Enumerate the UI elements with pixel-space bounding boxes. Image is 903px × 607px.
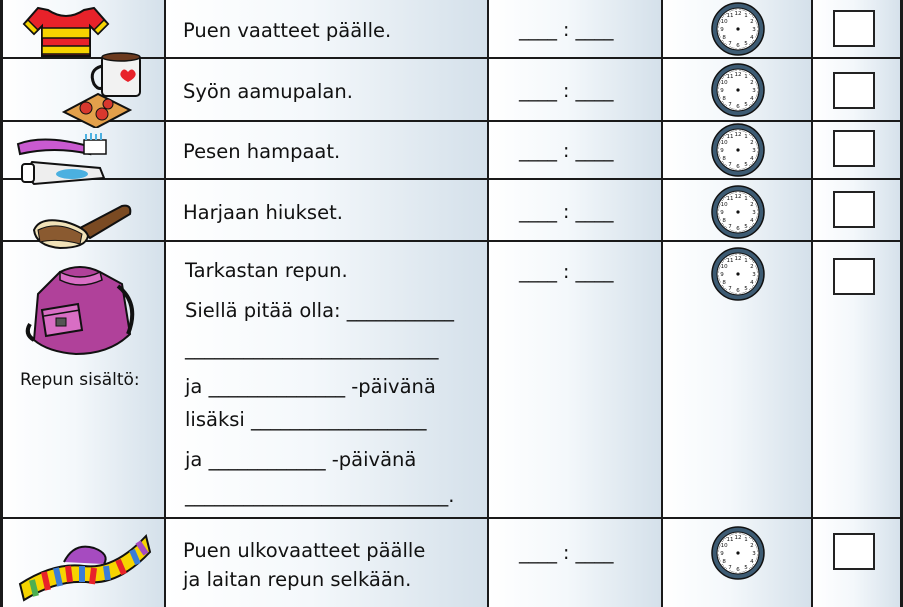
clock-number: 2 xyxy=(750,80,754,86)
clock-icon xyxy=(710,62,766,118)
clock-number: 4 xyxy=(750,35,754,41)
clock-number: 7 xyxy=(728,161,732,168)
task-text: Puen vaatteet päälle. xyxy=(183,19,392,42)
time-field[interactable]: ____ : ____ xyxy=(519,140,614,162)
time-field[interactable]: ____ : ____ xyxy=(519,542,614,564)
clock-number: 10 xyxy=(720,543,728,549)
time-field[interactable]: ____ : ____ xyxy=(519,19,614,41)
clock-icon xyxy=(710,122,766,178)
clock-number: 7 xyxy=(728,101,732,108)
clock-number: 2 xyxy=(750,264,754,270)
clock-number: 9 xyxy=(720,210,724,216)
clock-number: 4 xyxy=(750,280,754,286)
row-divider xyxy=(0,178,903,180)
time-field[interactable]: ____ : ____ xyxy=(519,201,614,223)
divider xyxy=(164,0,166,607)
done-checkbox[interactable] xyxy=(833,258,875,295)
task-text: Harjaan hiukset. xyxy=(183,201,343,224)
clock-number: 10 xyxy=(720,140,728,146)
clock-number: 7 xyxy=(728,564,732,571)
clock-number: 5 xyxy=(744,101,748,108)
task-text: Pesen hampaat. xyxy=(183,140,341,163)
clock-number: 4 xyxy=(750,96,754,102)
fill-line: __________________________ xyxy=(185,337,439,360)
clock-number: 8 xyxy=(722,559,726,565)
done-checkbox[interactable] xyxy=(833,130,875,167)
clock-number: 6 xyxy=(736,164,740,170)
clock-number: 10 xyxy=(720,264,728,270)
clock-number: 11 xyxy=(726,13,734,20)
clock-number: 11 xyxy=(726,134,734,141)
clock-number: 5 xyxy=(744,564,748,571)
fill-line: ja ______________ -päivänä xyxy=(185,375,436,398)
clock-number: 12 xyxy=(734,194,742,200)
clock-number: 7 xyxy=(728,223,732,230)
clock-number: 8 xyxy=(722,280,726,286)
clock-number: 4 xyxy=(750,218,754,224)
done-checkbox[interactable] xyxy=(833,10,875,47)
row-divider xyxy=(0,240,903,242)
fill-line: ja ____________ -päivänä xyxy=(185,448,417,471)
clock-number: 8 xyxy=(722,156,726,162)
clock-number: 10 xyxy=(720,202,728,208)
clock-icon xyxy=(710,525,766,581)
clock-icon xyxy=(710,246,766,302)
clock-icon xyxy=(710,184,766,240)
clock-number: 10 xyxy=(720,80,728,86)
clock-number: 3 xyxy=(752,272,756,278)
task-text-line2: ja laitan repun selkään. xyxy=(183,568,412,591)
clock-number: 1 xyxy=(744,258,748,265)
clock-number: 2 xyxy=(750,543,754,549)
fill-line: Siellä pitää olla: ___________ xyxy=(185,299,455,322)
clock-number: 3 xyxy=(752,88,756,94)
clock-number: 7 xyxy=(728,285,732,292)
clock-number: 5 xyxy=(744,285,748,292)
time-field[interactable]: ____ : ____ xyxy=(519,261,614,283)
fill-line: lisäksi __________________ xyxy=(185,408,427,431)
fill-line: ___________________________. xyxy=(185,484,455,507)
task-text-line1: Puen ulkovaatteet päälle xyxy=(183,539,426,562)
clock-number: 11 xyxy=(726,196,734,203)
clock-number: 7 xyxy=(728,40,732,47)
clock-number: 4 xyxy=(750,156,754,162)
breakfast-icon xyxy=(60,50,148,128)
clock-number: 3 xyxy=(752,210,756,216)
clock-number: 10 xyxy=(720,19,728,25)
clock-number: 9 xyxy=(720,148,724,154)
clock-number: 11 xyxy=(726,258,734,265)
clock-number: 2 xyxy=(750,140,754,146)
clock-number: 8 xyxy=(722,96,726,102)
row-divider xyxy=(0,517,903,519)
clock-number: 5 xyxy=(744,161,748,168)
clock-number: 9 xyxy=(720,27,724,33)
clock-number: 2 xyxy=(750,19,754,25)
clock-number: 6 xyxy=(736,104,740,110)
clock-number: 3 xyxy=(752,551,756,557)
divider xyxy=(811,0,813,607)
done-checkbox[interactable] xyxy=(833,72,875,109)
clock-number: 5 xyxy=(744,40,748,47)
toothbrush-icon xyxy=(14,128,110,188)
clock-number: 9 xyxy=(720,272,724,278)
clock-icon xyxy=(710,1,766,57)
clock-number: 12 xyxy=(734,11,742,17)
clock-number: 9 xyxy=(720,88,724,94)
time-field[interactable]: ____ : ____ xyxy=(519,80,614,102)
clock-number: 12 xyxy=(734,72,742,78)
clock-number: 1 xyxy=(744,537,748,544)
clock-number: 3 xyxy=(752,148,756,154)
backpack-contents-label: Repun sisältö: xyxy=(20,370,140,390)
divider xyxy=(487,0,489,607)
clock-number: 12 xyxy=(734,132,742,138)
divider xyxy=(661,0,663,607)
hairbrush-icon xyxy=(30,200,134,252)
done-checkbox[interactable] xyxy=(833,191,875,228)
clock-number: 1 xyxy=(744,13,748,20)
clock-number: 8 xyxy=(722,35,726,41)
clock-number: 5 xyxy=(744,223,748,230)
clock-number: 3 xyxy=(752,27,756,33)
clock-number: 11 xyxy=(726,74,734,81)
clock-number: 1 xyxy=(744,74,748,81)
clock-number: 12 xyxy=(734,256,742,262)
left-border xyxy=(0,0,3,607)
clock-number: 6 xyxy=(736,43,740,49)
clock-number: 1 xyxy=(744,196,748,203)
clock-number: 6 xyxy=(736,288,740,294)
clock-number: 1 xyxy=(744,134,748,141)
clock-number: 2 xyxy=(750,202,754,208)
clock-number: 9 xyxy=(720,551,724,557)
clock-number: 4 xyxy=(750,559,754,565)
clock-number: 11 xyxy=(726,537,734,544)
scarf-icon xyxy=(14,522,152,602)
clock-number: 6 xyxy=(736,226,740,232)
clock-number: 12 xyxy=(734,535,742,541)
clock-number: 6 xyxy=(736,567,740,573)
done-checkbox[interactable] xyxy=(833,533,875,570)
backpack-icon xyxy=(20,264,142,360)
task-text: Tarkastan repun. xyxy=(185,259,348,282)
task-text: Syön aamupalan. xyxy=(183,80,353,103)
clock-number: 8 xyxy=(722,218,726,224)
